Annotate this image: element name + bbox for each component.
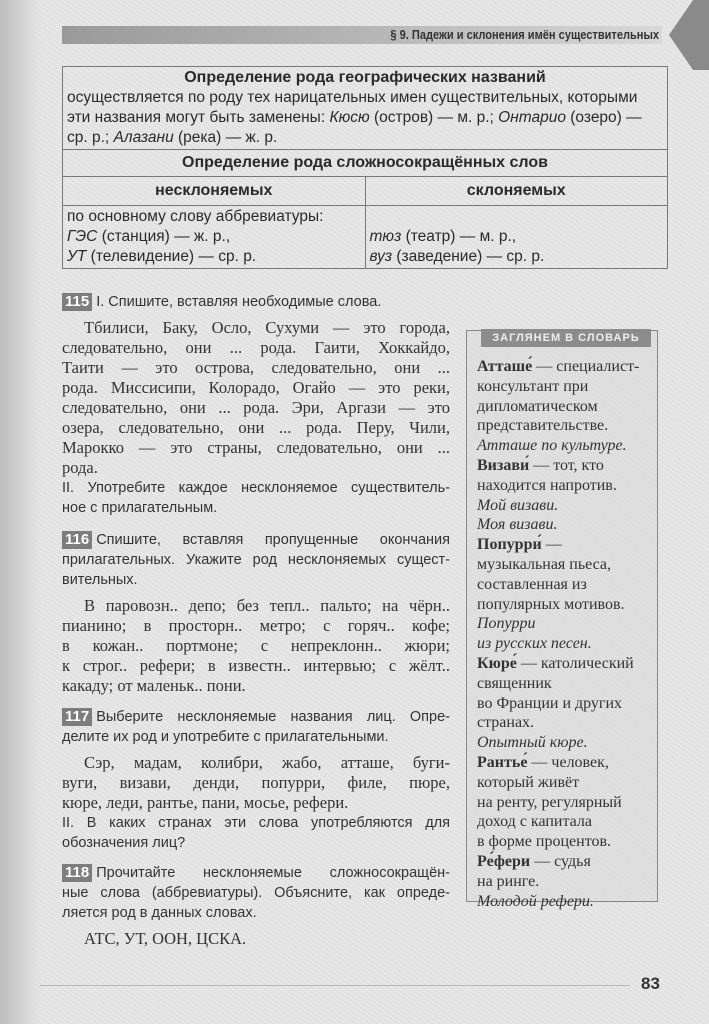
exercise-118 (62, 863, 450, 949)
exercise-instructions (62, 292, 450, 312)
dictionary-definition: в форме процентов. (477, 833, 612, 851)
page-spine-shadow (0, 0, 42, 1024)
example-word: тюз (369, 228, 402, 245)
dictionary-example: Мой визави. (477, 496, 559, 514)
body-line: АТС, УТ, ООН, ЦСКА. (84, 929, 247, 948)
dictionary-example: Попурри (477, 615, 536, 633)
dictionary-example: Моя визави. (477, 516, 558, 534)
dictionary-headword: Визави́ (477, 456, 530, 474)
body-line: в кожан.. портмоне; с непреклонн.. жюри; (62, 636, 450, 655)
dictionary-definition: консультант при (477, 377, 589, 395)
example-line (67, 227, 361, 247)
dictionary-definition: представительстве. (477, 417, 609, 435)
dictionary-definition: — специалист- (532, 358, 640, 375)
example-line (67, 247, 361, 267)
body-line: Тбилиси, Баку, Осло, Сухуми — это города, (84, 318, 450, 337)
dictionary-headword: Рантье́ (477, 753, 528, 771)
body-line: следовательно, они ... рода. Эри, Аргази — это (62, 398, 450, 417)
instruction-line: ляется род в данных словах. (62, 905, 257, 921)
geo-rule-text (67, 88, 663, 148)
body-line: следовательно, они ... рода. Гаити, Хоккайдо, (62, 338, 450, 357)
instruction-line: II. Употребите каждое несклоняемое существитель- (62, 480, 450, 496)
body-line: какаду; от маленьк.. пони. (62, 676, 246, 695)
instruction-text: Выберите несклоняемые названия лиц. Опре- (96, 709, 450, 725)
dictionary-headword: Атташе́ (477, 358, 533, 375)
exercise-part-two (62, 478, 450, 518)
col-header-indeclinable: несклоняемых (63, 177, 366, 206)
body-line: рода. Миссисипи, Колорадо, Огайо — это реки, (62, 378, 450, 397)
dictionary-headword: Ре́фери (477, 852, 531, 870)
dictionary-definition: — католический (516, 654, 634, 672)
example-line (370, 227, 664, 247)
example-word: Алазани (113, 129, 174, 146)
instruction-line: ное с прилагательным. (62, 500, 218, 516)
exercise-117 (62, 707, 450, 853)
dictionary-example: Опытный кюре. (477, 734, 588, 752)
geo-rule-cell (63, 67, 668, 150)
dictionary-definition: — тот, кто (529, 456, 604, 474)
exercise-number-badge: 118 (62, 864, 92, 882)
example-word: вуз (369, 248, 393, 265)
example-line (370, 247, 664, 267)
indeclinable-cell (63, 206, 366, 269)
body-line: пианино; в просторн.. метро; с горяч.. кофе; (62, 616, 450, 635)
section-title: § 9. Падежи и склонения имён существительных (390, 27, 659, 42)
dictionary-headword: Попурри́ (477, 536, 542, 554)
instruction-line (62, 863, 450, 883)
geo-rule-title: Определение рода географических названий (184, 69, 546, 86)
dictionary-definition: музыкальная пьеса, (477, 555, 612, 573)
exercise-part-two (62, 813, 450, 853)
body-line: к строг.. рефери; в известн.. интервью; с жёлт.. (62, 656, 450, 675)
dictionary-example: Молодой рефери. (477, 892, 594, 910)
dictionary-definition: дипломатическом (477, 397, 598, 415)
instruction-line: обозначения лиц? (62, 835, 186, 851)
exercise-115 (62, 292, 450, 518)
example-word: Кюсю (329, 109, 370, 126)
instruction-text: I. Спишите, вставляя необходимые слова. (96, 294, 382, 310)
dictionary-sidebar (466, 330, 658, 910)
example-gloss: (остров) — м. р.; (369, 109, 494, 126)
body-line: озера, следовательно, они ... рода. Перу, Чили, (62, 418, 450, 437)
exercise-body (62, 596, 450, 696)
body-line: вуги, визави, денди, попурри, филе, пюре, (62, 773, 450, 792)
page-number: 83 (641, 974, 660, 993)
exercise-number-badge: 116 (62, 531, 92, 549)
dictionary-definition: — (541, 536, 562, 554)
footer-rule (40, 985, 630, 986)
exercise-number-badge: 117 (62, 708, 92, 726)
dictionary-headword: Кюре́ (477, 654, 517, 672)
instruction-line (62, 292, 450, 312)
instruction-line (62, 530, 450, 550)
example-gloss: (театр) — м. р., (401, 228, 517, 245)
dictionary-definition: на ренту, регулярный (477, 793, 622, 811)
instruction-text: Прочитайте несклоняемые сложносокращён- (96, 865, 450, 881)
exercise-number-badge: 115 (62, 293, 92, 311)
dictionary-example: Атташе по культуре. (477, 437, 627, 455)
geo-text: осуществляется по роду тех нарицательных имен существительных, которыми эти названия могут быть заменены: (67, 89, 638, 126)
instruction-line: II. В каких странах эти слова употребляются для (62, 815, 450, 831)
dictionary-definition: во Франции и других (477, 694, 623, 712)
chapter-tab-marker (669, 0, 709, 70)
instruction-line: вительных. (62, 572, 138, 588)
exercise-instructions (62, 707, 450, 747)
example-word: УТ (67, 248, 87, 265)
exercise-instructions (62, 863, 450, 923)
dictionary-entries (477, 357, 639, 911)
dictionary-definition: на ринге. (477, 872, 540, 890)
example-gloss: (телевидение) — ср. р. (86, 248, 257, 265)
dictionary-definition: составленная из (477, 575, 587, 593)
exercise-body (62, 753, 450, 813)
example-gloss: (станция) — ж. р., (97, 228, 231, 245)
example-word: Онтарио (498, 109, 566, 126)
dictionary-definition: — человек, (527, 753, 609, 771)
dictionary-definition: — судья (530, 852, 591, 870)
body-line: рода. (62, 458, 98, 477)
body-line: кюре, леди, рантье, пани, мосье, рефери. (62, 793, 349, 812)
col-header-declinable: склоняемых (365, 177, 668, 206)
dictionary-title: ЗАГЛЯНЕМ В СЛОВАРЬ (481, 329, 651, 347)
dictionary-example: из русских песен. (477, 635, 592, 653)
body-line: В паровозн.. депо; без тепл.. пальто; на чёрн.. (84, 596, 450, 615)
dictionary-definition: доход с капитала (477, 813, 592, 831)
example-word: ГЭС (67, 228, 98, 245)
rules-table (62, 66, 668, 269)
instruction-line: ные слова (аббревиатуры). Объясните, как опреде- (62, 885, 450, 901)
body-line: Таити — это острова, следовательно, они ... (62, 358, 450, 377)
body-line: Сэр, мадам, колибри, жабо, атташе, буги- (84, 753, 450, 772)
dictionary-definition: священник (477, 674, 552, 692)
exercise-116 (62, 530, 450, 696)
exercise-body (62, 929, 450, 949)
abbr-rule-title: Определение рода сложносокращённых слов (63, 150, 668, 177)
instruction-line (62, 707, 450, 727)
instruction-line: делите их род и употребите с прилагательными. (62, 729, 389, 745)
dictionary-definition: который живёт (477, 773, 580, 791)
declinable-cell (365, 206, 668, 269)
example-gloss: (озеро) — ср. р.; (67, 109, 642, 146)
example-gloss: (река) — ж. р. (173, 129, 278, 146)
instruction-line: прилагательных. Укажите род несклоняемых сущест- (62, 552, 450, 568)
body-line: Марокко — это страны, следовательно, они ... (62, 438, 450, 457)
example-gloss: (заведение) — ср. р. (392, 248, 545, 265)
rule-text: по основному слову аббревиатуры: (67, 208, 324, 225)
dictionary-definition: находится напротив. (477, 476, 617, 494)
instruction-text: Спишите, вставляя пропущенные окончания (96, 532, 450, 548)
exercise-instructions (62, 530, 450, 590)
dictionary-definition: популярных мотивов. (477, 595, 625, 613)
exercise-body (62, 318, 450, 478)
dictionary-definition: странах. (477, 714, 535, 732)
